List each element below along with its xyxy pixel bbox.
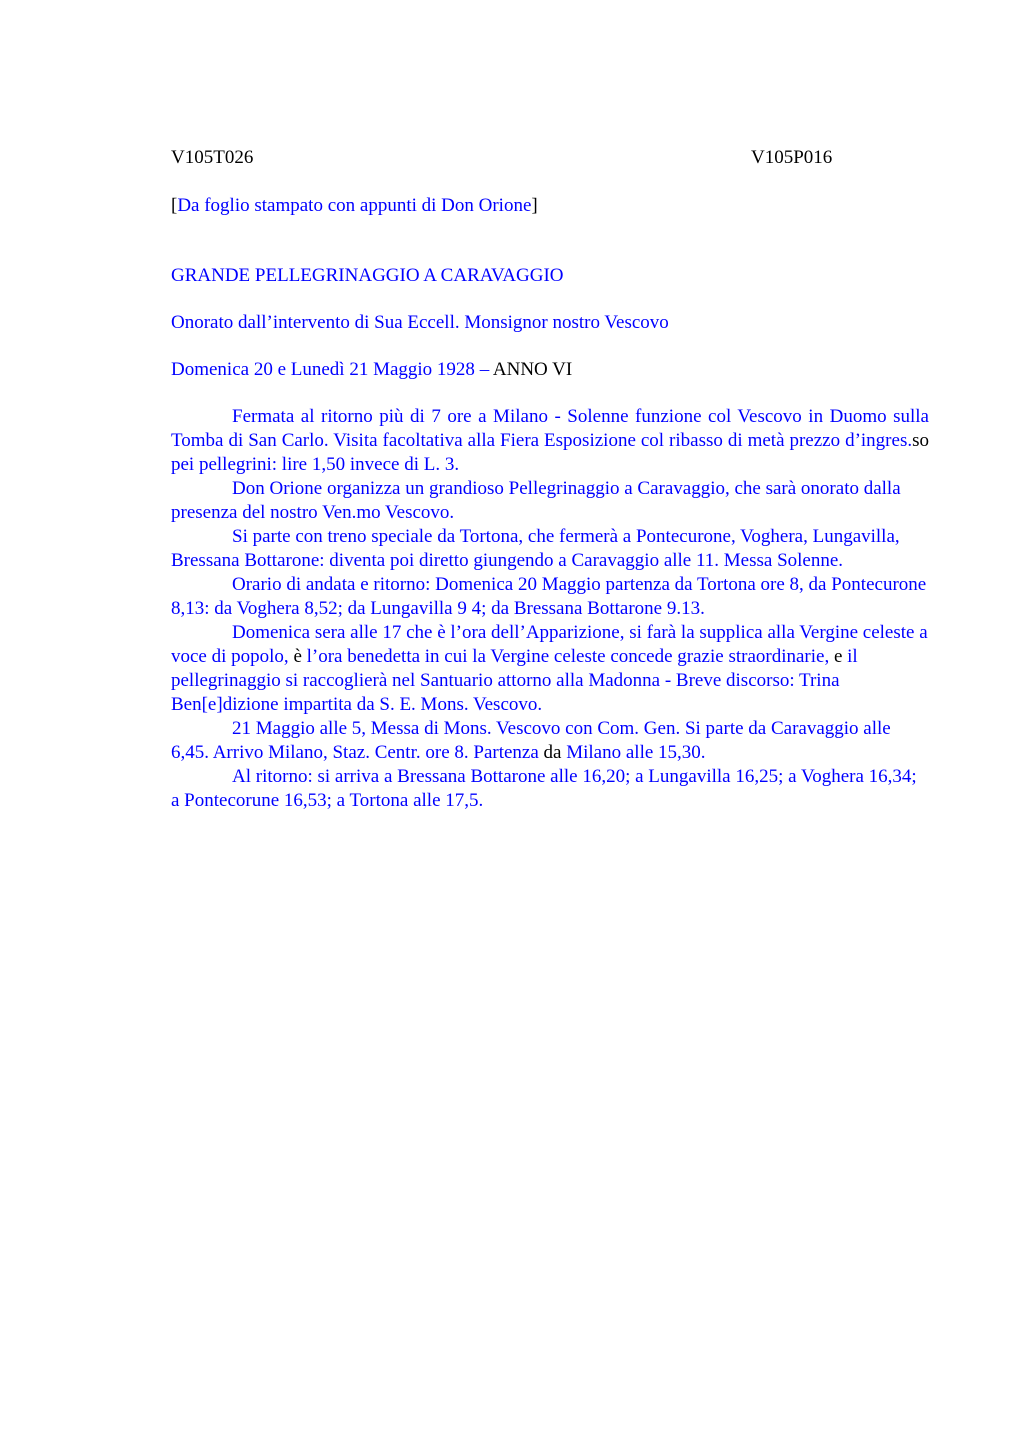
paragraph-special-train: Si parte con treno speciale da Tortona, che fermerà a Pontecurone, Voghera, Lungavilla, Bressana Bottarone: diventa poi diretto giungendo a Caravaggio alle 11. Messa Solenne. [171,526,900,571]
paragraph-sunday-evening-part-c: l’ora benedetta in cui la Vergine celeste concede grazie straordinarie, [301,646,834,667]
document-code-left: V105T026 [171,147,254,168]
paragraph-monday-part-c: Milano alle 15,30. [561,742,706,763]
date-line [171,358,929,382]
paragraph-monday [171,717,929,765]
source-note-close-bracket: ] [531,195,538,216]
document-subtitle: Onorato dall’intervento di Sua Eccell. Monsignor nostro Vescovo [171,312,669,333]
paragraph-monday-part-b: da [543,742,562,763]
paragraph-sunday-evening-part-d: e [833,646,843,667]
paragraph-schedule: Orario di andata e ritorno: Domenica 20 Maggio partenza da Tortona ore 8, da Pontecurone 8,13: da Voghera 8,52; da Lungavilla 9 4; da Bressana Bottarone 9.13. [171,574,927,619]
date-line-dash: – [474,359,493,380]
date-line-date: Domenica 20 e Lunedì 21 Maggio 1928 [171,359,475,380]
document-body [171,405,929,813]
paragraph-organization: Don Orione organizza un grandioso Pellegrinaggio a Caravaggio, che sarà onorato dalla presenza del nostro Ven.mo Vescovo. [171,478,901,523]
paragraph-sunday-evening [171,621,929,717]
document-title: GRANDE PELLEGRINAGGIO A CARAVAGGIO [171,265,564,286]
paragraph-return: Al ritorno: si arriva a Bressana Bottarone alle 16,20; a Lungavilla 16,25; a Voghera 16,34; a Pontecorune 16,53; a Tortona alle 17,5. [171,766,917,811]
source-note [171,194,929,218]
paragraph-milan-stop-part-c: pei pellegrini: lire 1,50 invece di L. 3. [171,454,460,475]
paragraph-milan-stop [171,405,929,477]
document-code-right: V105P016 [751,147,833,168]
paragraph-milan-stop-part-a: Fermata al ritorno più di 7 ore a Milano - Solenne funzione col Vescovo in Duomo sulla Tomba di San Carlo. Visita facoltativa alla Fiera Esposizione col ribasso di metà prezzo d’ingres. [171,406,929,451]
source-note-text: Da foglio stampato con appunti di Don Orione [177,195,532,216]
paragraph-sunday-evening-part-e: il pellegrinaggio si raccoglierà nel Santuario attorno alla Madonna - Breve discorso: Trina Ben[e]dizione impartita da S. E. Mons. Vescovo. [171,646,858,715]
document-page [171,146,929,813]
paragraph-milan-stop-part-b: so [912,430,929,451]
paragraph-sunday-evening-part-b: è [293,646,302,667]
date-line-year: ANNO VI [492,359,573,380]
paragraph-sunday-evening-part-a: Domenica sera alle 17 che è l’ora dell’Apparizione, si farà la supplica alla Vergine celeste a voce di popolo, [171,622,928,667]
paragraph-monday-part-a: 21 Maggio alle 5, Messa di Mons. Vescovo con Com. Gen. Si parte da Caravaggio alle 6,45. Arrivo Milano, Staz. Centr. ore 8. Partenza [171,718,891,763]
document-header [171,146,929,170]
source-note-open-bracket: [ [171,195,178,216]
